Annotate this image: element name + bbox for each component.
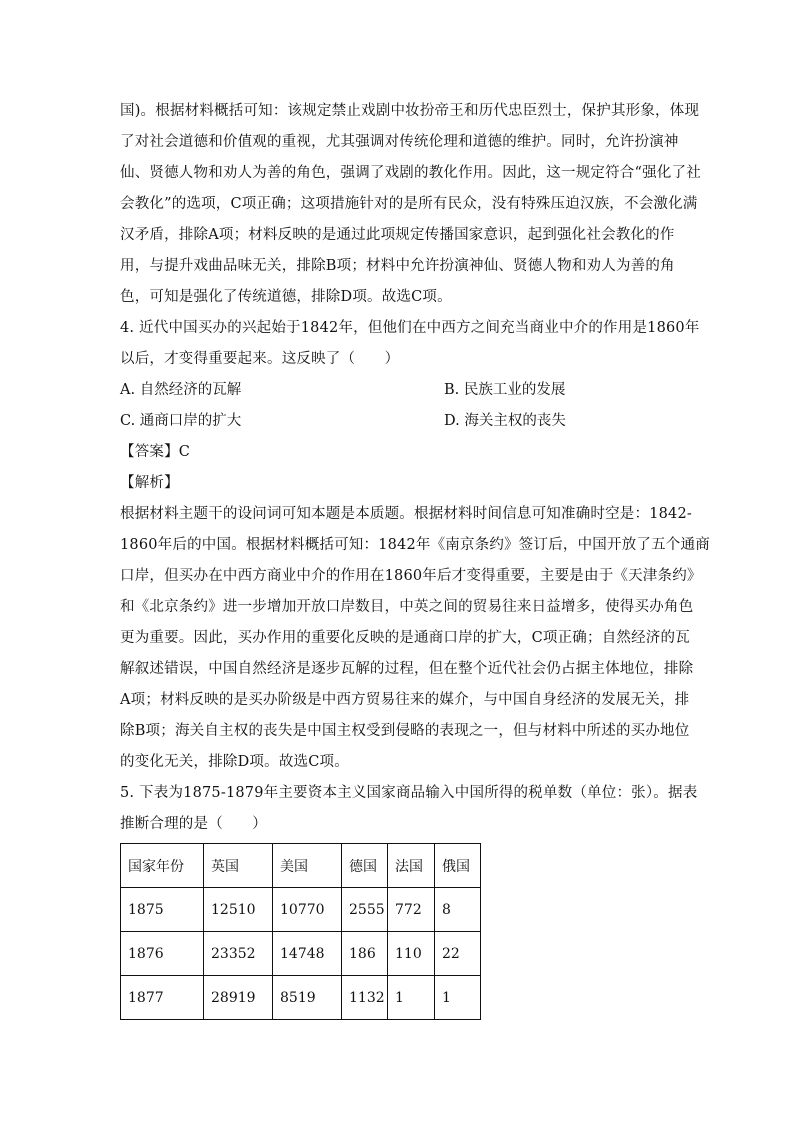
question-4-stem: 以后，才变得重要起来。这反映了（ ） xyxy=(120,351,400,367)
question-4-stem: 4. 近代中国买办的兴起始于1842年，但他们在中西方之间充当商业中介的作用是1860年 xyxy=(120,320,700,336)
table-cell: 12510 xyxy=(204,888,273,932)
text-line: 用，与提升戏曲品味无关，排除B项；材料中允许扮演神仙、贤德人物和劝人为善的角 xyxy=(120,258,675,274)
text-line: 色，可知是强化了传统道德，排除D项。故选C项。 xyxy=(120,289,452,305)
table-cell: 1132 xyxy=(342,976,388,1020)
text-line: 仙、贤德人物和劝人为善的角色，强调了戏剧的教化作用。因此，这一规定符合“强化了社 xyxy=(120,165,701,181)
analysis-line: 除B项；海关自主权的丧失是中国主权受到侵略的表现之一，但与材料中所述的买办地位 xyxy=(120,723,690,739)
analysis-line: 的变化无关，排除D项。故选C项。 xyxy=(120,754,349,770)
analysis-line: 1860年后的中国。根据材料概括可知：1842年《南京条约》签订后，中国开放了五个通商 xyxy=(120,537,710,553)
table-cell: 1 xyxy=(435,976,481,1020)
table-cell: 1875 xyxy=(121,888,204,932)
table-cell: 14748 xyxy=(273,932,342,976)
analysis-line: 更为重要。因此，买办作用的重要化反映的是通商口岸的扩大，C项正确；自然经济的瓦 xyxy=(120,630,690,646)
table-header-cell: 美国 xyxy=(273,844,342,888)
table-cell: 28919 xyxy=(204,976,273,1020)
text-line: 国)。根据材料概括可知：该规定禁止戏剧中妆扮帝王和历代忠臣烈士，保护其形象，体现 xyxy=(120,103,700,119)
table-cell: 1 xyxy=(388,976,435,1020)
table-cell: 772 xyxy=(388,888,435,932)
option-c: C. 通商口岸的扩大 xyxy=(120,413,242,429)
table-cell: 8519 xyxy=(273,976,342,1020)
analysis-line: 和《北京条约》进一步增加开放口岸数目，中英之间的贸易往来日益增多，使得买办角色 xyxy=(120,599,694,615)
text-line: 会教化”的选项，C项正确；这项措施针对的是所有民众，没有特殊压迫汉族，不会激化满 xyxy=(120,196,698,212)
question-5-stem: 推断合理的是（ ） xyxy=(120,816,267,832)
table-row xyxy=(121,976,481,1020)
analysis-line: 解叙述错误，中国自然经济是逐步瓦解的过程，但在整个近代社会仍占据主体地位，排除 xyxy=(120,661,694,677)
table-header-row xyxy=(121,844,481,888)
table-header-cell: 俄国 xyxy=(435,844,481,888)
table-row xyxy=(121,888,481,932)
option-a: A. 自然经济的瓦解 xyxy=(120,382,242,398)
analysis-line: A项；材料反映的是买办阶级是中西方贸易往来的媒介，与中国自身经济的发展无关，排 xyxy=(120,692,690,708)
option-b: B. 民族工业的发展 xyxy=(444,382,566,398)
table-cell: 10770 xyxy=(273,888,342,932)
table-header-cell: 国家年份 xyxy=(121,844,204,888)
table-row xyxy=(121,932,481,976)
table-header-cell: 德国 xyxy=(342,844,388,888)
table-cell: 8 xyxy=(435,888,481,932)
table-header-cell: 英国 xyxy=(204,844,273,888)
table-cell: 1877 xyxy=(121,976,204,1020)
table-cell: 23352 xyxy=(204,932,273,976)
analysis-label: 【解析】 xyxy=(120,475,179,491)
question-5-stem: 5. 下表为1875-1879年主要资本主义国家商品输入中国所得的税单数（单位：张）。据表 xyxy=(120,785,698,801)
table-cell: 110 xyxy=(388,932,435,976)
analysis-line: 口岸，但买办在中西方商业中介的作用在1860年后才变得重要，主要是由于《天津条约》 xyxy=(120,568,702,584)
table-cell: 1876 xyxy=(121,932,204,976)
tax-table xyxy=(120,843,481,1020)
answer-label: 【答案】C xyxy=(120,444,191,460)
option-d: D. 海关主权的丧失 xyxy=(444,413,566,429)
text-line: 汉矛盾，排除A项；材料反映的是通过此项规定传播国家意识，起到强化社会教化的作 xyxy=(120,227,675,243)
text-line: 了对社会道德和价值观的重视，尤其强调对传统伦理和道德的维护。同时，允许扮演神 xyxy=(120,134,679,150)
analysis-line: 根据材料主题干的设问词可知本题是本质题。根据材料时间信息可知准确时空是：1842- xyxy=(120,506,692,522)
table-cell: 22 xyxy=(435,932,481,976)
table-cell: 186 xyxy=(342,932,388,976)
table-cell: 2555 xyxy=(342,888,388,932)
table-header-cell: 法国 xyxy=(388,844,435,888)
